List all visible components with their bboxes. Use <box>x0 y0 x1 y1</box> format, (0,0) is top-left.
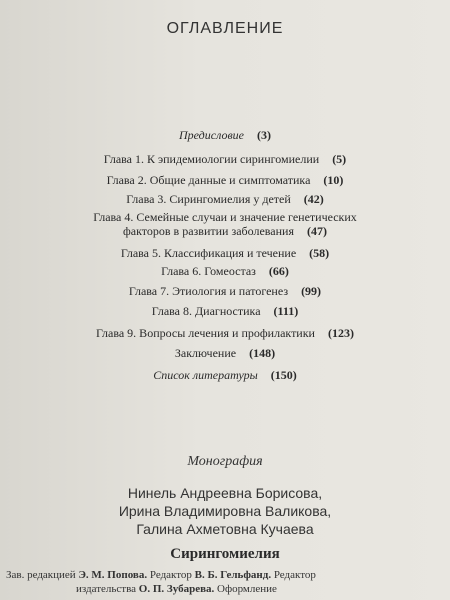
publication-credits <box>6 568 450 596</box>
book-title: Сирингомиелия <box>170 546 280 562</box>
credits-text: издательства <box>76 583 139 595</box>
toc-entry-chapter-2 <box>0 173 450 187</box>
toc-entry-chapter-1 <box>0 152 450 166</box>
toc-entry-page: (99) <box>301 284 322 298</box>
toc-entry-page: (3) <box>257 128 271 142</box>
toc-entry-chapter-5 <box>0 246 450 260</box>
credits-name: О. П. Зубарева. <box>138 583 215 595</box>
toc-entry-page: (148) <box>249 346 276 360</box>
credits-text: Редактор <box>147 569 195 581</box>
toc-entry-title: Глава 7. Этиология и патогенез <box>128 284 289 298</box>
toc-entry-title: Глава 5. Классификация и течение <box>120 246 297 260</box>
author-name: Галина Ахметовна Кучаева <box>136 521 314 537</box>
toc-entry-page: (58) <box>309 246 330 260</box>
toc-entry-preface <box>0 128 450 142</box>
toc-entry-page: (10) <box>323 173 344 187</box>
credits-text: Оформление <box>214 583 277 595</box>
toc-entry-page: (123) <box>327 326 354 340</box>
page-heading: ОГЛАВЛЕНИЕ <box>166 20 284 37</box>
toc-entry-chapter-7 <box>0 284 450 298</box>
toc-entry-title: Список литературы <box>153 368 258 382</box>
monograph-label: Монография <box>187 454 263 469</box>
toc-entry-title: Глава 1. К эпидемиологии сирингомиелии <box>103 152 320 166</box>
author-list <box>0 484 450 538</box>
toc-entry-title: Глава 8. Диагностика <box>151 304 261 318</box>
toc-entry-title: Глава 2. Общие данные и симптоматика <box>106 173 311 187</box>
toc-entry-title: Глава 4. Семейные случаи и значение генетических <box>93 210 357 224</box>
toc-entry-conclusion <box>0 346 450 360</box>
toc-entry-title: Предисловие <box>178 128 244 142</box>
toc-entry-title-continued: факторов в развитии заболевания <box>123 224 294 238</box>
credits-text: Редактор <box>271 569 316 581</box>
credits-line <box>6 568 450 582</box>
toc-entry-title: Заключение <box>174 346 237 360</box>
credits-name: В. Б. Гельфанд. <box>194 569 272 581</box>
toc-entry-references <box>0 368 450 382</box>
credits-line <box>6 582 450 596</box>
toc-entry-title: Глава 6. Гомеостаз <box>161 264 256 278</box>
toc-entry-title: Глава 9. Вопросы лечения и профилактики <box>96 326 315 340</box>
toc-entry-page: (150) <box>270 368 297 382</box>
toc-entry-page: (111) <box>273 304 299 318</box>
toc-entry-page: (5) <box>332 152 347 166</box>
toc-entry-chapter-3 <box>0 192 450 206</box>
author-name: Нинель Андреевна Борисова, <box>127 485 323 501</box>
credits-name: Э. М. Попова. <box>78 569 148 581</box>
toc-entry-chapter-6 <box>0 264 450 278</box>
toc-entry-chapter-9 <box>0 326 450 340</box>
credits-text: Зав. редакцией <box>6 569 79 581</box>
toc-entry-page: (66) <box>268 264 289 278</box>
toc-entry-chapter-4 <box>0 210 450 238</box>
toc-entry-title: Глава 3. Сирингомиелия у детей <box>126 192 291 206</box>
author-name: Ирина Владимировна Валикова, <box>118 503 332 519</box>
toc-entry-page: (47) <box>306 224 327 238</box>
toc-entry-chapter-8 <box>0 304 450 318</box>
toc-entry-page: (42) <box>303 192 324 206</box>
